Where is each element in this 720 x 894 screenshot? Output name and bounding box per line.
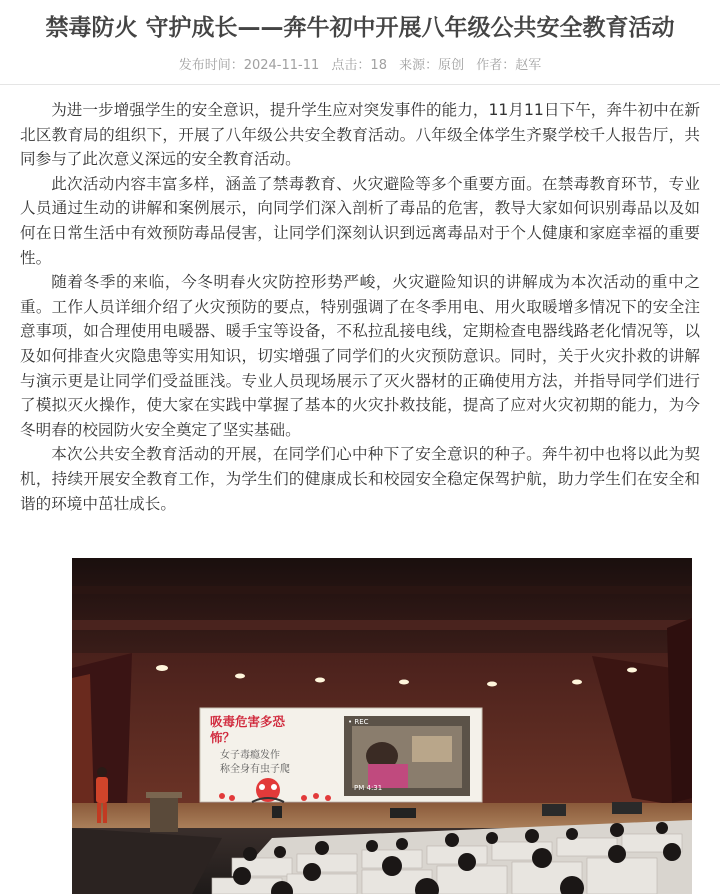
- click-count: [331, 58, 387, 73]
- screen-sub-line1: 女子毒瘾发作: [220, 750, 280, 761]
- rec-label: • REC: [348, 718, 369, 726]
- stage-monitor: [390, 808, 416, 818]
- stage-speaker: [542, 804, 566, 816]
- podium: [146, 792, 182, 832]
- event-photo: [72, 558, 692, 894]
- screen-sub-line2: 称全身有虫子爬: [220, 764, 290, 775]
- stage-speaker: [612, 802, 642, 814]
- publish-date-label: 发布时间：: [178, 58, 244, 73]
- author: [476, 58, 541, 73]
- projection-screen: [200, 708, 482, 802]
- author-value: 赵军: [515, 58, 542, 73]
- paragraph-intro: 为进一步增强学生的安全意识，提升学生应对突发事件的能力，11月11日下午，奔牛初中在新北区教育局的组织下，开展了八年级公共安全教育活动。八年级全体学生齐聚学校千人报告厅，共同参与了此次意义深远的安全教育活动。: [20, 101, 700, 169]
- article-title: 禁毒防火 守护成长——奔牛初中开展八年级公共安全教育活动: [45, 15, 675, 41]
- time-label: PM 4:31: [354, 784, 383, 792]
- ceiling-beam: [72, 620, 692, 630]
- screen-title-line1: 吸毒危害多恐: [210, 714, 286, 729]
- article-meta: [0, 56, 720, 76]
- ceiling-beam: [72, 586, 692, 594]
- publish-date-value: 2024-11-11: [243, 58, 320, 73]
- author-label: 作者：: [476, 58, 516, 73]
- auditorium-ceiling: [72, 558, 692, 658]
- stage-monitor: [272, 806, 282, 818]
- source: [399, 58, 464, 73]
- source-label: 来源：: [399, 58, 439, 73]
- paragraph-fire-safety: 随着冬季的来临，今冬明春火灾防控形势严峻，火灾避险知识的讲解成为本次活动的重中之重。工作人员详细介绍了火灾预防的要点，特别强调了在冬季用电、用火取暖增多情况下的安全注意事项，如合理使用电暖器、暖手宝等设备，不私拉乱接电线，定期检查电器线路老化情况等，以及如何排查火灾隐患等实用知识，切实增强了同学们的火灾预防意识。同时，关于火灾扑救的讲解与演示更是让同学们受益匪浅。专业人员现场展示了灭火器材的正确使用方法，并指导同学们进行了模拟灭火操作，使大家在实践中掌握了基本的火灾扑救技能，提高了应对火灾初期的能力，为今冬明春的校园防火安全奠定了坚实基础。: [20, 273, 700, 439]
- paragraph-conclusion: 本次公共安全教育活动的开展，在同学们心中种下了安全意识的种子。奔牛初中也将以此为契机，持续开展安全教育工作，为学生们的健康成长和校园安全稳定保驾护航，助力学生们在安全和谐的环境中茁壮成长。: [20, 445, 700, 513]
- title-divider: [0, 84, 720, 85]
- publish-date: [179, 58, 320, 73]
- screen-title-line2: 怖？: [210, 730, 236, 745]
- source-value: 原创: [438, 58, 465, 73]
- paragraph-drug-education: 此次活动内容丰富多样，涵盖了禁毒教育、火灾避险等多个重要方面。在禁毒教育环节，专业人员通过生动的讲解和案例展示，向同学们深入剖析了毒品的危害，教导大家如何识别毒品以及如何在日常生活中有效预防毒品侵害，让同学们深刻认识到远离毒品对于个人健康和家庭幸福的重要性。: [20, 174, 700, 267]
- article-body: [20, 98, 700, 516]
- video-background: [412, 736, 452, 762]
- click-count-value: 18: [370, 58, 387, 73]
- click-count-label: 点击：: [331, 58, 371, 73]
